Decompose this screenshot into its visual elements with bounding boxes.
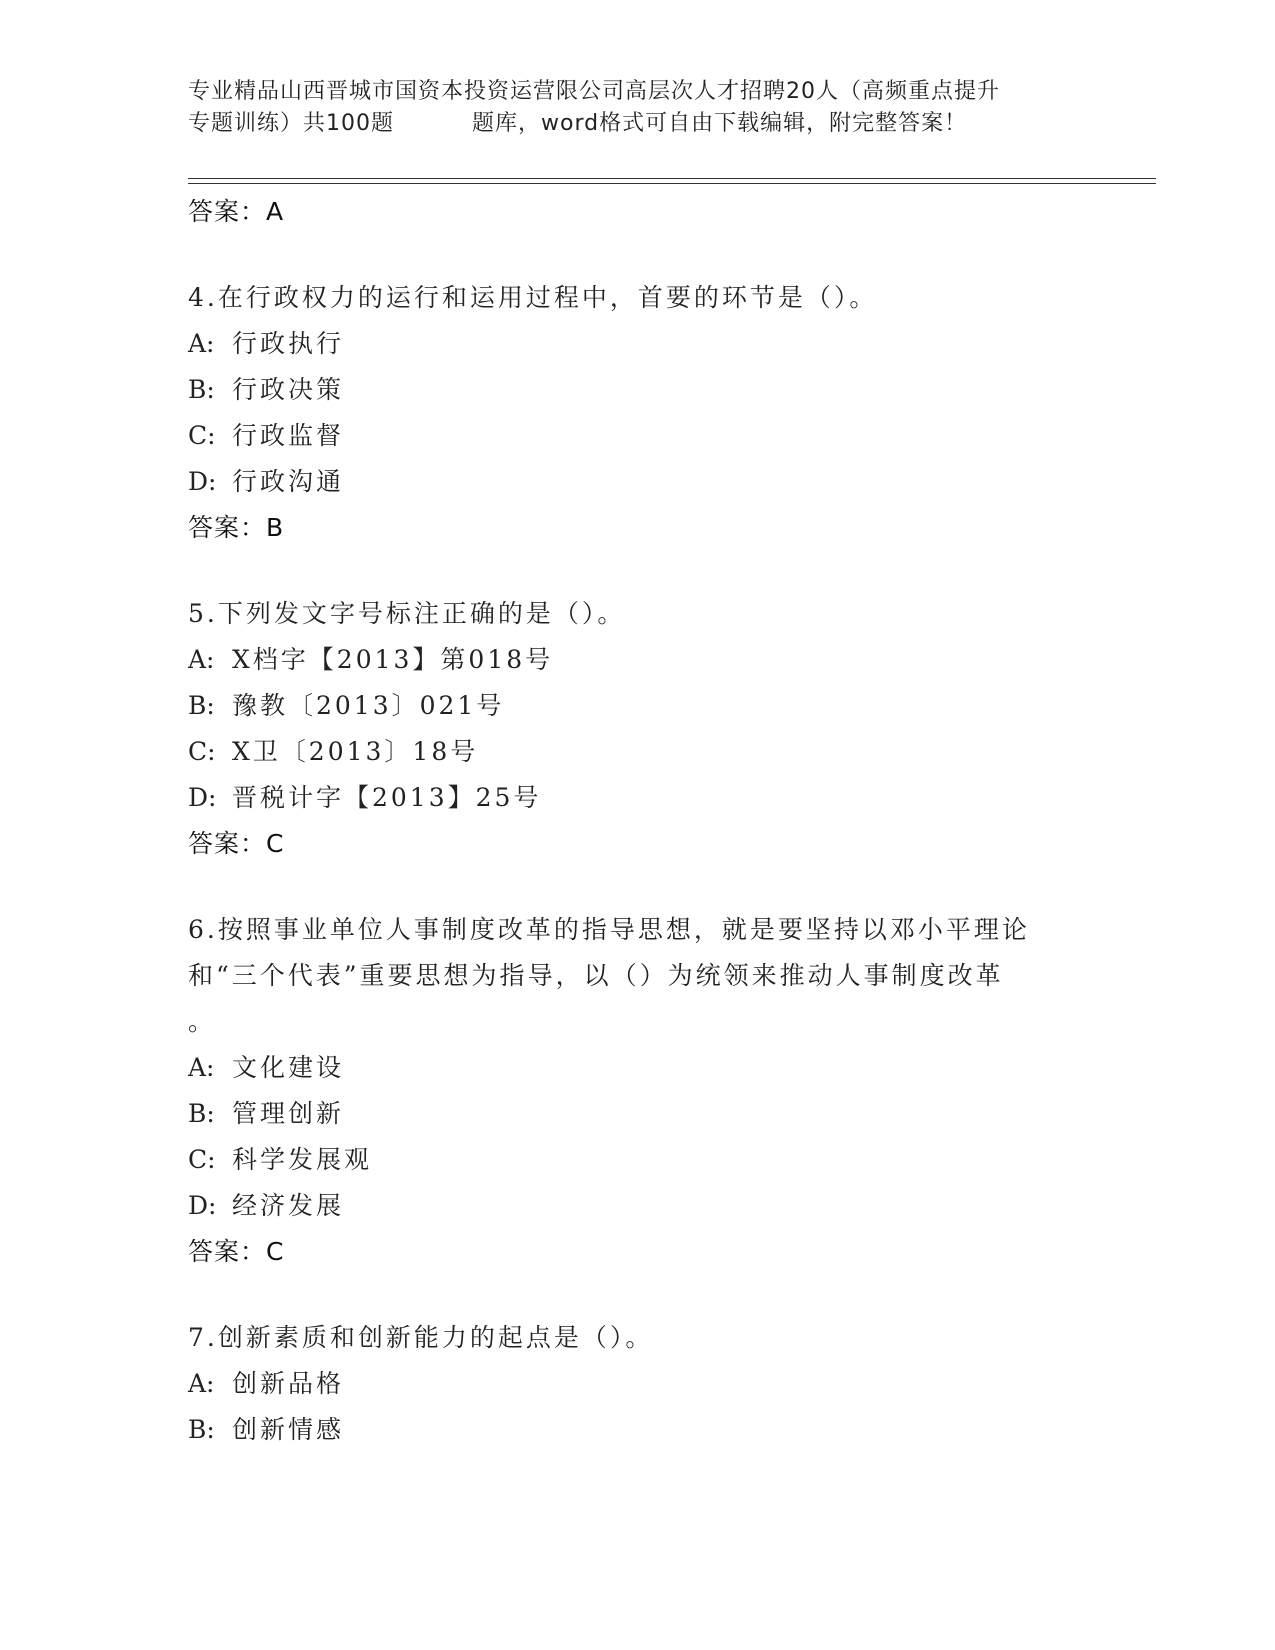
question-7-option-b — [188, 1407, 1088, 1453]
option-text: 经济发展 — [232, 1191, 345, 1220]
option-letter: D: — [188, 783, 217, 812]
option-letter: A: — [188, 329, 215, 358]
option-text: 文化建设 — [232, 1053, 345, 1082]
question-7 — [188, 1315, 1088, 1453]
question-4-stem: 4.在行政权力的运行和运用过程中，首要的环节是（）。 — [188, 283, 878, 312]
question-6-option-c — [188, 1137, 1088, 1183]
option-letter: D: — [188, 467, 217, 496]
question-6-option-a — [188, 1045, 1088, 1091]
question-7-stem: 7.创新素质和创新能力的起点是（）。 — [188, 1323, 654, 1352]
document-header — [188, 76, 1088, 140]
option-text: 创新品格 — [232, 1369, 345, 1398]
option-text: 行政决策 — [232, 375, 345, 404]
option-text: X卫〔2013〕18号 — [232, 737, 479, 766]
option-text: 行政执行 — [232, 329, 345, 358]
option-text: 行政沟通 — [232, 467, 345, 496]
question-4-answer: 答案：B — [188, 513, 285, 542]
option-text: 管理创新 — [232, 1099, 345, 1128]
question-6-stem-line-3: 。 — [188, 1007, 217, 1036]
answer-previous: 答案：A — [188, 197, 285, 226]
option-letter: C: — [188, 421, 216, 450]
question-5-option-c — [188, 729, 1088, 775]
option-letter: C: — [188, 737, 216, 766]
option-letter: B: — [188, 1415, 215, 1444]
question-6-stem-line-1: 6.按照事业单位人事制度改革的指导思想，就是要坚持以邓小平理论 — [188, 915, 1030, 944]
question-4-option-a — [188, 321, 1088, 367]
question-6-stem — [188, 907, 1088, 1045]
option-letter: A: — [188, 1369, 215, 1398]
question-5 — [188, 591, 1088, 867]
question-5-option-b — [188, 683, 1088, 729]
question-4-option-c — [188, 413, 1088, 459]
question-4-option-b — [188, 367, 1088, 413]
question-6 — [188, 907, 1088, 1275]
option-text: 行政监督 — [232, 421, 345, 450]
option-letter: A: — [188, 645, 215, 674]
header-divider-bottom — [188, 183, 1156, 184]
option-letter: B: — [188, 691, 215, 720]
option-letter: B: — [188, 375, 215, 404]
option-letter: C: — [188, 1145, 216, 1174]
header-title-line-1: 专业精品山西晋城市国资本投资运营限公司高层次人才招聘20人（高频重点提升 — [188, 79, 1000, 104]
question-4-option-d — [188, 459, 1088, 505]
option-text: 科学发展观 — [232, 1145, 373, 1174]
option-text: X档字【2013】第018号 — [232, 645, 554, 674]
question-7-option-a — [188, 1361, 1088, 1407]
option-text: 创新情感 — [232, 1415, 345, 1444]
option-letter: D: — [188, 1191, 217, 1220]
question-list — [188, 189, 1088, 1453]
question-5-option-a — [188, 637, 1088, 683]
question-5-answer: 答案：C — [188, 829, 285, 858]
header-title-part-1: 专题训练）共100题 — [188, 111, 394, 136]
header-title-line-2 — [188, 108, 1088, 140]
question-5-option-d — [188, 775, 1088, 821]
question-6-stem-line-2: 和“三个代表”重要思想为指导，以（）为统领来推动人事制度改革 — [188, 961, 1004, 990]
question-4 — [188, 275, 1088, 551]
header-divider-top — [188, 178, 1156, 179]
option-letter: A: — [188, 1053, 215, 1082]
question-6-option-d — [188, 1183, 1088, 1229]
question-5-stem: 5.下列发文字号标注正确的是（）。 — [188, 599, 626, 628]
option-text: 晋税计字【2013】25号 — [232, 783, 542, 812]
question-6-answer: 答案：C — [188, 1237, 285, 1266]
question-6-option-b — [188, 1091, 1088, 1137]
option-text: 豫教〔2013〕021号 — [232, 691, 505, 720]
header-title-part-2: 题库，word格式可自由下载编辑，附完整答案！ — [472, 111, 968, 136]
option-letter: B: — [188, 1099, 215, 1128]
